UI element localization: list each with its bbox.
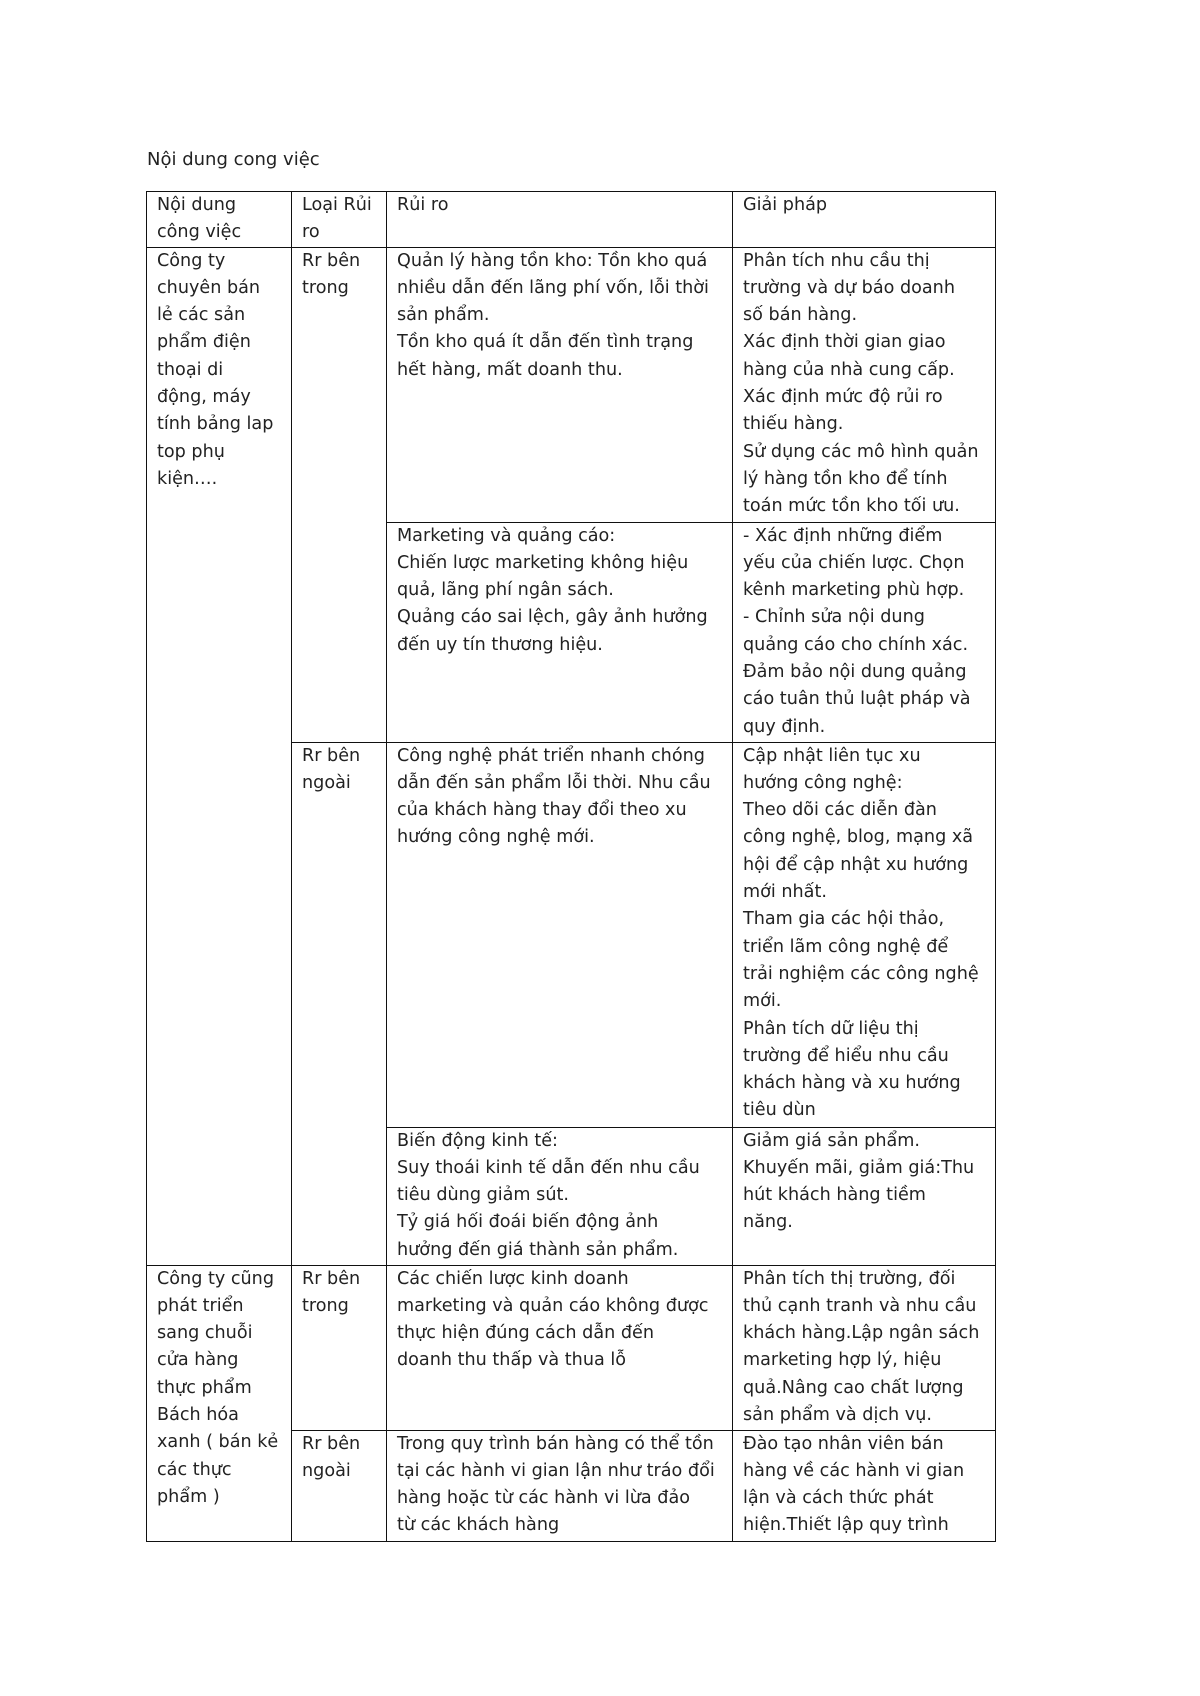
task-cell: Công ty cũng phát triển sang chuỗi cửa hàng thực phẩm Bách hóa xanh ( bán kẻ các thực phẩm ) [147, 1265, 292, 1541]
task-cell: Công ty chuyên bán lẻ các sản phẩm điện thoại di động, máy tính bảng lap top phụ kiện…. [147, 247, 292, 1265]
risk-type-cell: Rr bên ngoài [292, 742, 387, 1265]
solution-cell: Phân tích nhu cầu thị trường và dự báo doanh số bán hàng. Xác định thời gian giao hàng của nhà cung cấp. Xác định mức độ rủi ro thiếu hàng. Sử dụng các mô hình quản lý hàng tồn kho để tính toán mức tồn kho tối ưu. [733, 247, 996, 522]
header-cell-task: Nội dung công việc [147, 192, 292, 248]
risk-type-cell: Rr bên trong [292, 247, 387, 742]
risk-cell: Marketing và quảng cáo: Chiến lược marketing không hiệu quả, lãng phí ngân sách. Quảng cáo sai lệch, gây ảnh hưởng đến uy tín thương hiệu. [387, 522, 733, 742]
risk-table [146, 191, 996, 1542]
solution-cell: Giảm giá sản phẩm. Khuyến mãi, giảm giá:Thu hút khách hàng tiềm năng. [733, 1127, 996, 1265]
header-cell-risk: Rủi ro [387, 192, 733, 248]
page-title: Nội dung cong việc [147, 149, 320, 170]
risk-cell: Trong quy trình bán hàng có thể tồn tại các hành vi gian lận như tráo đổi hàng hoặc từ các hành vi lừa đảo từ các khách hàng [387, 1430, 733, 1541]
risk-cell: Các chiến lược kinh doanh marketing và quản cáo không được thực hiện đúng cách dẫn đến doanh thu thấp và thua lỗ [387, 1265, 733, 1430]
risk-cell: Quản lý hàng tồn kho: Tồn kho quá nhiều dẫn đến lãng phí vốn, lỗi thời sản phẩm. Tồn kho quá ít dẫn đến tình trạng hết hàng, mất doanh thu. [387, 247, 733, 522]
risk-cell: Công nghệ phát triển nhanh chóng dẫn đến sản phẩm lỗi thời. Nhu cầu của khách hàng thay đổi theo xu hướng công nghệ mới. [387, 742, 733, 1127]
solution-cell: Đào tạo nhân viên bán hàng về các hành vi gian lận và cách thức phát hiện.Thiết lập quy trình [733, 1430, 996, 1541]
risk-type-cell: Rr bên trong [292, 1265, 387, 1430]
header-cell-risk-type: Loại Rủi ro [292, 192, 387, 248]
solution-cell: - Xác định những điểm yếu của chiến lược. Chọn kênh marketing phù hợp. - Chỉnh sửa nội dung quảng cáo cho chính xác. Đảm bảo nội dung quảng cáo tuân thủ luật pháp và quy định. [733, 522, 996, 742]
table-row [147, 247, 996, 522]
header-cell-solution: Giải pháp [733, 192, 996, 248]
solution-cell: Phân tích thị trường, đối thủ cạnh tranh và nhu cầu khách hàng.Lập ngân sách marketing hợp lý, hiệu quả.Nâng cao chất lượng sản phẩm và dịch vụ. [733, 1265, 996, 1430]
table-row [147, 1265, 996, 1430]
solution-cell: Cập nhật liên tục xu hướng công nghệ: Theo dõi các diễn đàn công nghệ, blog, mạng xã hội để cập nhật xu hướng mới nhất. Tham gia các hội thảo, triển lãm công nghệ để trải nghiệm các công nghệ mới. Phân tích dữ liệu thị trường để hiểu nhu cầu khách hàng và xu hướng tiêu dùn [733, 742, 996, 1127]
table-header-row [147, 192, 996, 248]
risk-cell: Biến động kinh tế: Suy thoái kinh tế dẫn đến nhu cầu tiêu dùng giảm sút. Tỷ giá hối đoái biến động ảnh hưởng đến giá thành sản phẩm. [387, 1127, 733, 1265]
risk-type-cell: Rr bên ngoài [292, 1430, 387, 1541]
